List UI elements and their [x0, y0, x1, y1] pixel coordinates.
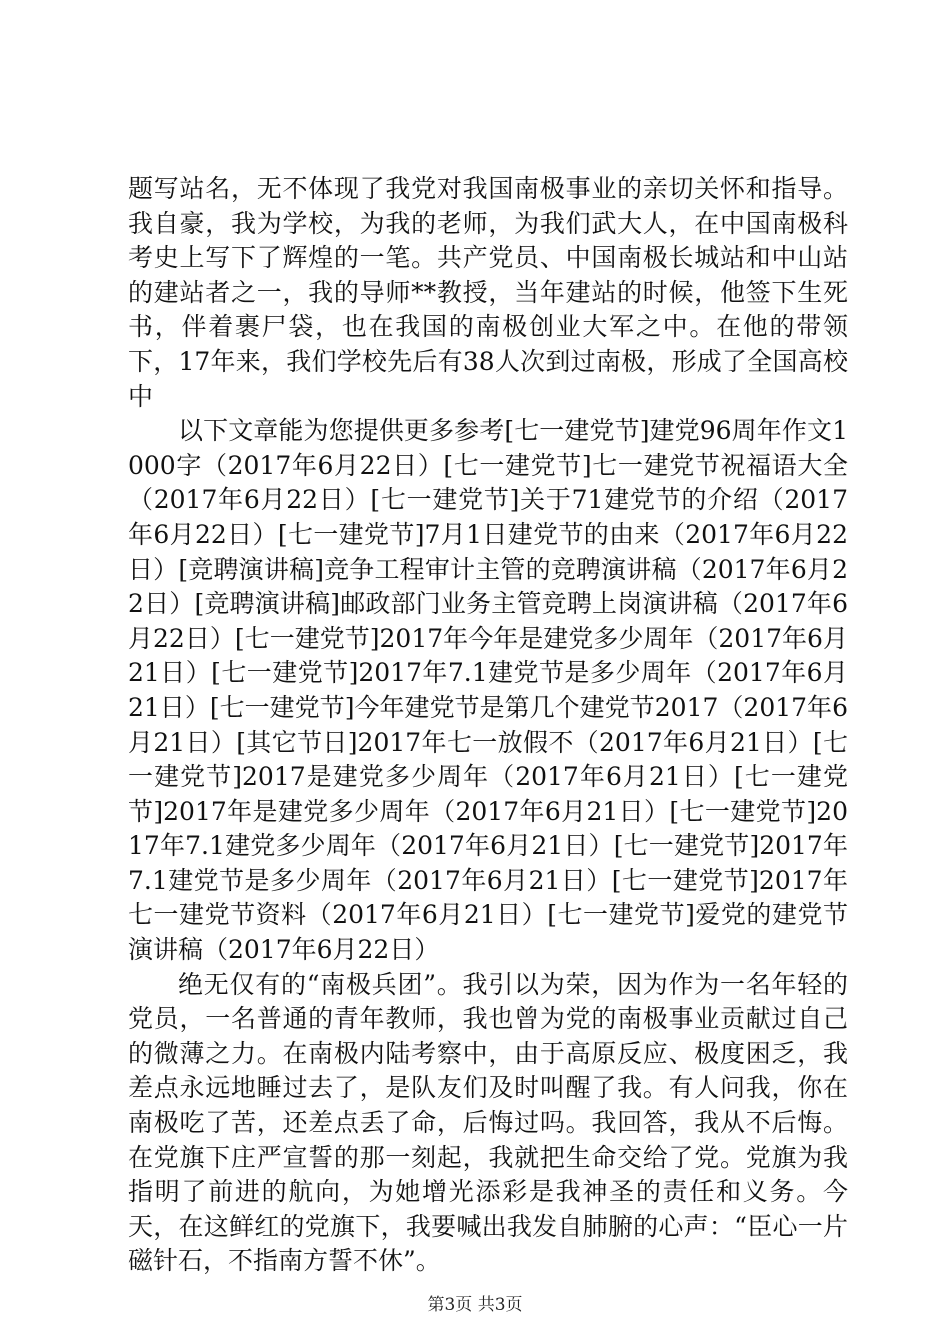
paragraph-antarctic-corps: 绝无仅有的“南极兵团”。我引以为荣，因为作为一名年轻的党员，一名普通的青年教师，我也曾为党的南极事业贡献过自己的微薄之力。在南极内陆考察中，由于高原反应、极度困乏，我差点永远地睡过去了，是队友们及时叫醒了我。有人问我，你在南极吃了苦，还差点丢了命，后悔过吗。我回答，我从不后悔。在党旗下庄严宣誓的那一刻起，我就把生命交给了党。党旗为我指明了前进的航向，为她增光添彩是我神圣的责任和义务。今天，在这鲜红的党旗下，我要喊出我发自肺腑的心声：“臣心一片磁针石，不指南方誓不休”。 [128, 969, 848, 1276]
paragraph-continuation: 题写站名，无不体现了我党对我国南极事业的亲切关怀和指导。我自豪，我为学校，为我的老师，为我们武大人，在中国南极科考史上写下了辉煌的一笔。共产党员、中国南极长城站和中山站的建站者之一，我的导师**教授，当年建站的时候，他签下生死书，伴着裹尸袋，也在我国的南极创业大军之中。在他的带领下，17年来，我们学校先后有38人次到过南极，形成了全国高校中 [128, 174, 848, 411]
document-body [128, 172, 848, 1279]
page-footer: 第3页 共3页 [427, 1295, 523, 1315]
paragraph-related-articles: 以下文章能为您提供更多参考[七一建党节]建党96周年作文1000字（2017年6月22日）[七一建党节]七一建党节祝福语大全（2017年6月22日）[七一建党节]关于71建党节的介绍（2017年6月22日）[七一建党节]7月1日建党节的由来（2017年6月22日）[竞聘演讲稿]竞争工程审计主管的竞聘演讲稿（2017年6月22日）[竞聘演讲稿]邮政部门业务主管竞聘上岗演讲稿（2017年6月22日）[七一建党节]2017年今年是建党多少周年（2017年6月21日）[七一建党节]2017年7.1建党节是多少周年（2017年6月21日）[七一建党节]今年建党节是第几个建党节2017（2017年6月21日）[其它节日]2017年七一放假不（2017年6月21日）[七一建党节]2017是建党多少周年（2017年6月21日）[七一建党节]2017年是建党多少周年（2017年6月21日）[七一建党节]2017年7.1建党多少周年（2017年6月21日）[七一建党节]2017年7.1建党节是多少周年（2017年6月21日）[七一建党节]2017年七一建党节资料（2017年6月21日）[七一建党节]爱党的建党节演讲稿（2017年6月22日） [128, 416, 848, 965]
